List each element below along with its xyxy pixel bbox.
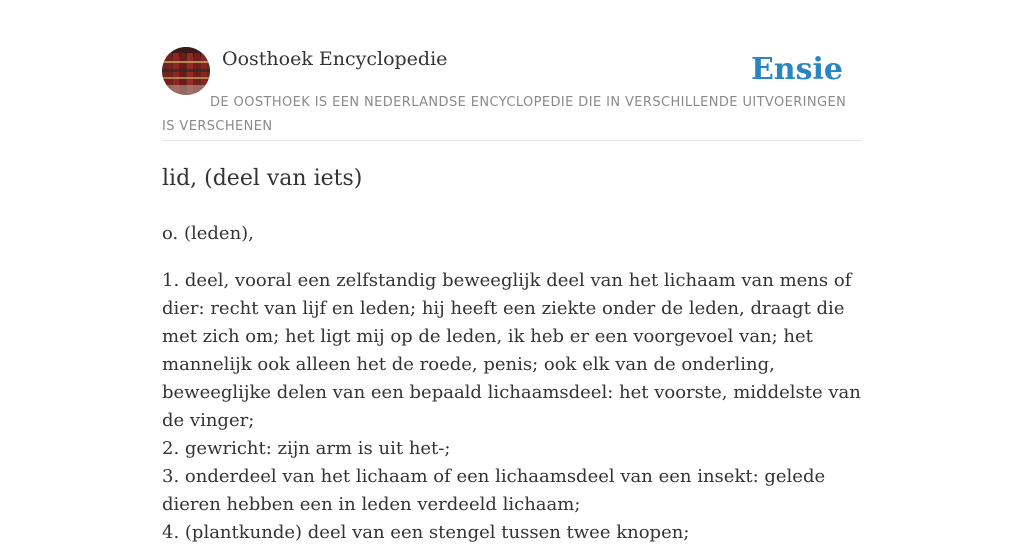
site-header xyxy=(162,46,862,141)
entry-content xyxy=(162,160,862,547)
definition-item: 1. deel, vooral een zelfstandig beweeglijk deel van het lichaam van mens of dier: recht van lijf en leden; hij heeft een ziekte onder de leden, draagt die met zich om; het ligt mij op de leden, ik heb er een voorgevoel van; het mannelijk ook alleen het de roede, penis; ook elk van de onderling, beweeglijke delen van een bepaald lichaamsdeel: het voorste, middelste van de vinger; xyxy=(162,270,861,431)
definition-item: 4. (plantkunde) deel van een stengel tussen twee knopen; xyxy=(162,522,690,543)
definition-item: 2. gewricht: zijn arm is uit het-; xyxy=(162,438,451,459)
entry-grammar: o. (leden), xyxy=(162,223,254,244)
entry-title: lid, (deel van iets) xyxy=(162,166,363,191)
definition-list xyxy=(162,267,862,547)
ensie-logo[interactable]: Ensie xyxy=(750,52,843,87)
books-image-icon xyxy=(162,47,210,95)
encyclopedia-books-avatar[interactable] xyxy=(162,47,210,95)
definition-item: 3. onderdeel van het lichaam of een lichaamsdeel van een insekt: gelede dieren hebben een in leden verdeeld lichaam; xyxy=(162,466,826,515)
site-title[interactable]: Oosthoek Encyclopedie xyxy=(222,48,448,70)
site-tagline: DE OOSTHOEK IS EEN NEDERLANDSE ENCYCLOPEDIE DIE IN VERSCHILLENDE UITVOERINGEN IS VERSCHENEN xyxy=(162,95,847,134)
